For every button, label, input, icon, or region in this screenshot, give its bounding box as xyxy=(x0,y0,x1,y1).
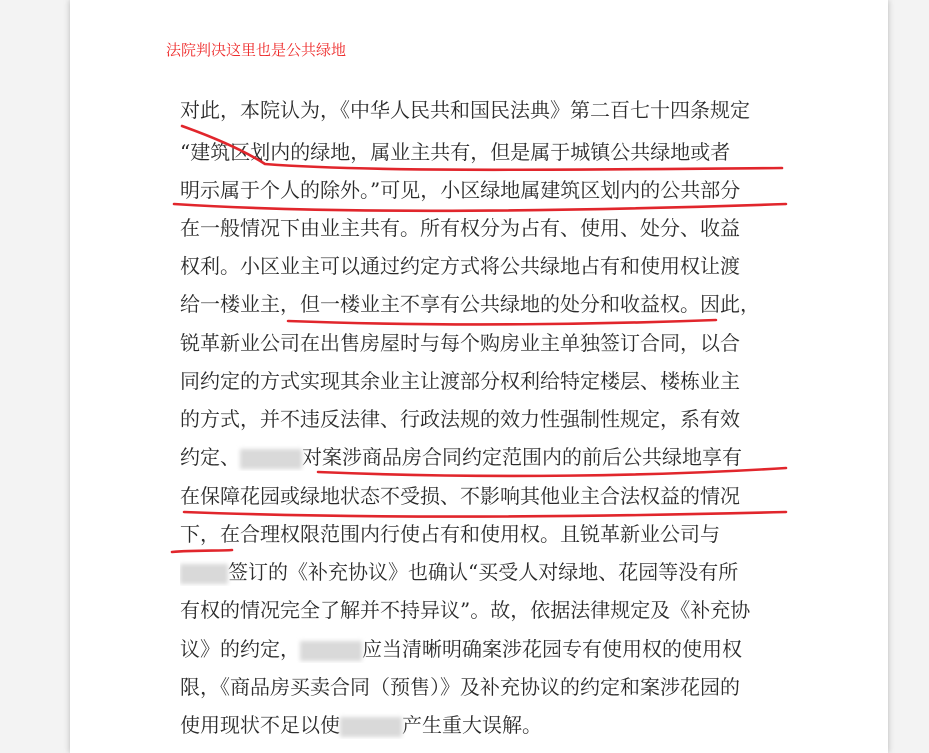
underline-mark xyxy=(184,512,786,517)
redaction-blur xyxy=(340,717,402,737)
text-segment: 应当清晰明确案涉花园专有使用权的使用权 xyxy=(362,637,742,661)
text-line: 下，在合理权限范围内行使占有和使用权。且锐革新业公司与 xyxy=(180,522,720,546)
text-segment: 产生重大误解。 xyxy=(402,713,542,737)
redaction-blur xyxy=(240,449,302,469)
text-line-redacted xyxy=(180,558,790,586)
text-line: “建筑区划内的绿地，属业主共有，但是属于城镇公共绿地或者 xyxy=(180,140,731,164)
text-line-redacted xyxy=(180,443,790,471)
underline-mark xyxy=(172,550,232,552)
text-line: 在保障花园或绿地状态不受损、不影响其他业主合法权益的情况 xyxy=(180,484,740,508)
text-segment: 对案涉商品房合同约定范围内的前后公共绿地享有 xyxy=(302,445,742,469)
underline-mark xyxy=(288,320,716,324)
text-line-redacted xyxy=(180,711,790,739)
text-segment: 议》的约定， xyxy=(180,637,300,661)
text-line: 限，《商品房买卖合同（预售）》及补充协议的约定和案涉花园的 xyxy=(180,675,740,699)
text-line: 同约定的方式实现其余业主让渡部分权利给特定楼层、楼栋业主 xyxy=(180,369,740,393)
text-line-redacted xyxy=(180,635,790,663)
text-line: 对此，本院认为，《中华人民共和国民法典》第二百七十四条规定 xyxy=(180,98,750,122)
text-line: 在一般情况下由业主共有。所有权分为占有、使用、处分、收益 xyxy=(180,216,740,240)
annotation-note: 法院判决这里也是公共绿地 xyxy=(166,41,347,59)
underline-mark xyxy=(174,204,786,211)
redaction-blur xyxy=(180,564,228,584)
text-line: 有权的情况完全了解并不持异议”。故，依据法律规定及《补充协 xyxy=(180,598,751,622)
redaction-blur xyxy=(300,641,362,661)
text-line: 的方式，并不违反法律、行政法规的效力性强制性规定，系有效 xyxy=(180,407,740,431)
text-line: 权利。小区业主可以通过约定方式将公共绿地占有和使用权让渡 xyxy=(180,254,740,278)
text-line: 给一楼业主，但一楼业主不享有公共绿地的处分和收益权。因此， xyxy=(180,292,760,316)
text-line: 明示属于个人的除外。”可见，小区绿地属建筑区划内的公共部分 xyxy=(180,178,741,202)
text-line: 锐革新业公司在出售房屋时与每个购房业主单独签订合同，以合 xyxy=(180,331,740,355)
text-segment: 使用现状不足以使 xyxy=(180,713,340,737)
text-segment: 约定、 xyxy=(180,445,240,469)
document-page xyxy=(70,0,888,753)
text-segment: 签订的《补充协议》也确认“买受人对绿地、花园等没有所 xyxy=(228,560,739,584)
